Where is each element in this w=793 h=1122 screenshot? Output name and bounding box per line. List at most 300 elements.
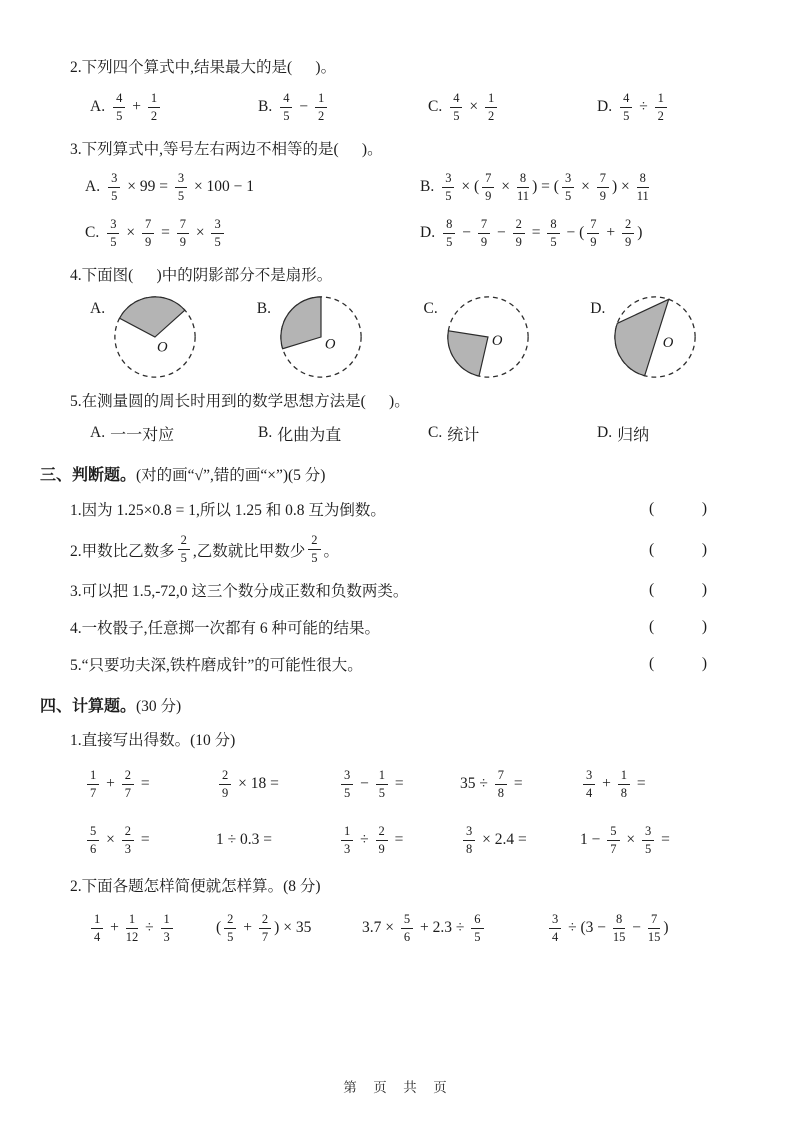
fraction-denominator: 5 (180, 551, 187, 566)
fraction-denominator: 5 (214, 234, 221, 249)
answer-blank (649, 581, 707, 599)
fraction-denominator: 5 (344, 785, 351, 800)
fraction-numerator: 5 (607, 824, 619, 841)
fraction-numerator: 3 (211, 217, 223, 234)
option-label: A. (90, 98, 106, 116)
fraction-denominator: 9 (590, 234, 597, 249)
fraction-numerator: 6 (471, 912, 483, 929)
fraction-denominator: 6 (403, 929, 411, 944)
fraction-numerator: 2 (622, 217, 634, 234)
math-text: × 2.4 = (478, 831, 527, 849)
blank-open-paren: ( (649, 540, 655, 558)
fraction-denominator: 5 (564, 188, 572, 203)
math-text: = (633, 775, 646, 793)
calc-expression (546, 904, 757, 952)
center-label: O (491, 332, 503, 349)
math-text: ÷ (356, 831, 373, 849)
fraction (471, 912, 483, 945)
fraction-denominator: 5 (283, 108, 290, 123)
diagram-label: C. (423, 300, 438, 318)
judgement-item (70, 533, 757, 566)
option-label: D. (420, 224, 436, 242)
page-footer-text: 第 页 共 页 (343, 1080, 450, 1095)
fraction-numerator: 4 (113, 91, 125, 108)
math-text: + (106, 919, 123, 937)
option-expression (104, 217, 227, 250)
fraction-denominator: 8 (497, 785, 505, 800)
math-text: ÷ (635, 98, 652, 116)
section-judgement-header (40, 462, 757, 485)
option-expression (277, 91, 330, 124)
fraction (443, 217, 455, 250)
fraction-numerator: 1 (148, 91, 160, 108)
math-text: 。 (323, 542, 340, 560)
fraction-denominator: 3 (344, 841, 351, 856)
calc-expression (460, 762, 580, 806)
circle-figure (276, 292, 366, 382)
option-text: 归纳 (617, 426, 650, 444)
calc-expression (338, 762, 460, 806)
question-3 (40, 138, 757, 256)
fraction-numerator: 8 (547, 217, 559, 234)
fraction-numerator: 3 (341, 768, 353, 785)
fraction-denominator: 4 (586, 785, 593, 800)
section-calculation-header (40, 693, 757, 716)
fraction-denominator: 2 (657, 108, 664, 123)
math-text: 5.“只要功夫深,铁杵磨成针”的可能性很大。 (70, 657, 363, 675)
fraction-numerator: 4 (280, 91, 292, 108)
shaded-region (281, 297, 321, 349)
calc-expression (580, 762, 757, 806)
question-3-options (85, 164, 757, 256)
fraction-numerator: 3 (175, 171, 187, 188)
fraction (620, 91, 632, 124)
fraction (341, 768, 353, 801)
fraction (648, 912, 661, 945)
fraction (547, 217, 559, 250)
math-text: × (102, 831, 119, 849)
fraction-numerator: 3 (463, 824, 475, 841)
option-label: B. (258, 98, 273, 116)
math-text: = (137, 775, 150, 793)
fraction-denominator: 5 (550, 234, 557, 249)
answer-blank (649, 655, 707, 673)
fraction (376, 768, 388, 801)
fraction-denominator: 4 (552, 929, 559, 944)
judgement-text (70, 533, 649, 566)
math-text: + (602, 224, 619, 242)
fraction (224, 912, 236, 945)
fraction-numerator: 3 (108, 171, 120, 188)
fraction (478, 217, 490, 250)
q4-diagrams (90, 292, 757, 382)
math-text: ) × 35 (274, 919, 312, 937)
fraction-denominator: 2 (317, 108, 325, 123)
calc-expression (84, 818, 216, 862)
shaded-region (448, 331, 488, 376)
fraction-numerator: 3 (107, 217, 119, 234)
math-text: 1 ÷ 0.3 = (216, 831, 272, 849)
math-text: ,乙数就比甲数少 (192, 542, 306, 560)
fraction-numerator: 2 (376, 824, 388, 841)
option-label: B. (420, 178, 435, 196)
option-text: 一一对应 (110, 426, 175, 444)
shaded-region (120, 297, 185, 337)
calc-expression (460, 818, 580, 862)
diagram-label: A. (90, 300, 106, 318)
option-label: C. (428, 424, 443, 442)
fraction-denominator: 9 (599, 188, 606, 203)
blank-close-paren: ) (701, 618, 707, 636)
fraction (463, 824, 475, 857)
math-text: + 2.3 ÷ (416, 919, 469, 937)
fraction-denominator: 3 (124, 841, 131, 856)
option-expression (447, 91, 500, 124)
fraction (485, 91, 497, 124)
question-4 (40, 264, 757, 382)
fraction-numerator: 1 (87, 768, 99, 785)
blank-close-paren: ) (701, 540, 707, 558)
fraction (148, 91, 160, 124)
fraction-numerator: 4 (620, 91, 632, 108)
simplify-row (88, 904, 757, 952)
fraction-denominator: 5 (227, 929, 234, 944)
fraction-denominator: 11 (516, 188, 530, 203)
math-text: ) × (611, 178, 634, 196)
fraction (161, 912, 173, 945)
fraction-denominator: 5 (378, 785, 385, 800)
math-text: + (128, 98, 145, 116)
fraction-numerator: 3 (583, 768, 595, 785)
fraction-denominator: 2 (150, 108, 158, 123)
math-text: 35 ÷ (460, 775, 492, 793)
section-note: (对的画“√”,错的画“×”)(5 分) (136, 467, 326, 485)
math-text: = (391, 775, 404, 793)
shaded-region (615, 299, 669, 375)
fraction (211, 217, 223, 250)
math-text: × (191, 224, 209, 242)
fraction (622, 217, 634, 250)
choice-option (85, 164, 420, 210)
math-text: + (239, 919, 256, 937)
fraction-denominator: 15 (647, 929, 661, 944)
fraction-numerator: 8 (517, 171, 529, 188)
fraction-numerator: 8 (443, 217, 455, 234)
fraction (122, 824, 134, 857)
fraction-numerator: 1 (161, 912, 173, 929)
blank-open-paren: ( (649, 581, 655, 599)
fraction-denominator: 3 (163, 929, 170, 944)
math-text: − (458, 224, 475, 242)
fraction (613, 912, 626, 945)
fraction-denominator: 9 (485, 188, 492, 203)
question-2 (40, 56, 757, 128)
math-text: × (622, 831, 639, 849)
option-label: B. (258, 424, 273, 442)
math-text: ) (637, 224, 643, 242)
fraction-denominator: 8 (620, 785, 627, 800)
sector-diagram (590, 292, 757, 382)
simplify-title: 2.下面各题怎样简便就怎样算。(8 分) (70, 878, 321, 896)
math-text: = (657, 831, 670, 849)
math-text: − (295, 98, 312, 116)
blank-open-paren: ( (649, 655, 655, 673)
fraction (315, 91, 327, 124)
option-label: D. (597, 98, 613, 116)
math-text: × 18 = (234, 775, 279, 793)
fraction-numerator: 1 (126, 912, 138, 929)
fraction (517, 171, 529, 204)
fraction-denominator: 6 (90, 841, 97, 856)
question-2-options (90, 86, 757, 128)
sector-diagram (257, 292, 424, 382)
fraction-denominator: 5 (446, 234, 453, 249)
fraction-denominator: 9 (515, 234, 522, 249)
fraction-numerator: 4 (450, 91, 462, 108)
fraction-denominator: 7 (261, 929, 269, 944)
math-text: 1 − (580, 831, 605, 849)
fraction (618, 768, 630, 801)
math-text: 4.一枚骰子,任意掷一次都有 6 种可能的结果。 (70, 620, 381, 638)
fraction-numerator: 5 (401, 912, 413, 929)
fraction (401, 912, 413, 945)
fraction (108, 171, 120, 204)
fraction-denominator: 5 (453, 108, 460, 123)
choice-option (597, 86, 757, 128)
mental-math-row-1 (84, 762, 757, 806)
math-text: 3.可以把 1.5,-72,0 这三个数分成正数和负数两类。 (70, 583, 409, 601)
calc-expression (362, 904, 546, 952)
answer-blank (649, 618, 707, 636)
calc-expression (580, 818, 757, 862)
choice-option (420, 210, 757, 256)
calc-expression (88, 904, 216, 952)
fraction-numerator: 7 (597, 171, 609, 188)
fraction-numerator: 3 (549, 912, 561, 929)
choice-option (90, 420, 258, 446)
fraction-denominator: 11 (636, 188, 649, 203)
math-text: = (157, 224, 174, 242)
fraction-denominator: 5 (110, 234, 117, 249)
fraction (219, 768, 231, 801)
circle-figure (443, 292, 533, 382)
fraction (637, 171, 649, 204)
choice-option (420, 164, 757, 210)
question-5-options (90, 420, 757, 446)
fraction-numerator: 5 (87, 824, 99, 841)
circle-figure (110, 292, 200, 382)
sector-diagram (424, 292, 591, 382)
fraction (175, 171, 187, 204)
fraction-numerator: 2 (308, 533, 320, 550)
fraction-denominator: 4 (94, 929, 101, 944)
math-text: ( (216, 919, 222, 937)
fraction-numerator: 8 (637, 171, 649, 188)
choice-option (258, 420, 428, 446)
fraction-denominator: 12 (125, 929, 139, 944)
calc-expression (338, 818, 460, 862)
fraction-numerator: 1 (341, 824, 353, 841)
fraction-numerator: 3 (562, 171, 574, 188)
fraction-denominator: 5 (311, 551, 318, 566)
math-text: × ( (457, 178, 480, 196)
fraction (341, 824, 353, 857)
fraction-numerator: 1 (485, 91, 497, 108)
question-3-stem: 3.下列算式中,等号左右两边不相等的是( )。 (70, 141, 383, 159)
math-text: = (390, 831, 404, 849)
fraction (177, 217, 189, 250)
fraction (450, 91, 462, 124)
option-label: C. (428, 98, 443, 116)
fraction-numerator: 7 (478, 217, 490, 234)
fraction-numerator: 7 (648, 912, 660, 929)
fraction-numerator: 7 (587, 217, 599, 234)
fraction-numerator: 7 (177, 217, 189, 234)
fraction-denominator: 9 (480, 234, 488, 249)
option-label: C. (85, 224, 100, 242)
fraction (495, 768, 507, 801)
math-text: ÷ (141, 919, 158, 937)
fraction-denominator: 9 (179, 234, 186, 249)
fraction-numerator: 7 (495, 768, 507, 785)
question-4-stem: 4.下面图( )中的阴影部分不是扇形。 (70, 267, 333, 285)
diagram-label: D. (590, 300, 606, 318)
fraction-denominator: 9 (222, 785, 229, 800)
math-text: × (497, 178, 514, 196)
math-text: − ( (562, 224, 585, 242)
choice-option (258, 86, 428, 128)
option-expression (105, 171, 254, 204)
math-text: × (465, 98, 482, 116)
fraction-denominator: 5 (177, 188, 185, 203)
option-label: A. (85, 178, 101, 196)
judgement-text (70, 579, 649, 601)
math-text: ÷ (3 − (564, 919, 610, 937)
page-footer (0, 1076, 793, 1096)
option-expression (440, 217, 642, 250)
judgement-item (70, 651, 757, 677)
calc-expression (216, 762, 338, 806)
fraction (583, 768, 595, 801)
center-label: O (157, 339, 168, 356)
fraction-denominator: 9 (378, 841, 385, 856)
fraction-numerator: 3 (442, 171, 454, 188)
fraction-numerator: 1 (315, 91, 327, 108)
section-title: 四、计算题。 (40, 698, 137, 716)
fraction-denominator: 7 (90, 785, 97, 800)
judgement-item (70, 614, 757, 640)
option-label: D. (597, 424, 613, 442)
fraction (587, 217, 599, 250)
blank-close-paren: ) (701, 500, 707, 518)
fraction (178, 533, 190, 566)
fraction-denominator: 7 (124, 785, 131, 800)
section-score: (30 分) (136, 698, 182, 716)
fraction-numerator: 1 (376, 768, 388, 785)
fraction (562, 171, 574, 204)
math-text: ) = ( (532, 178, 559, 196)
fraction-numerator: 1 (91, 912, 103, 929)
judgement-item (70, 496, 757, 522)
fraction-numerator: 7 (482, 171, 494, 188)
option-text: 统计 (447, 426, 480, 444)
calc-expression (216, 818, 338, 862)
fraction-numerator: 2 (122, 824, 134, 841)
fraction-denominator: 8 (466, 841, 473, 856)
fraction-denominator: 5 (445, 188, 452, 203)
fraction (513, 217, 525, 250)
judgement-text (70, 616, 649, 638)
fraction-denominator: 9 (624, 234, 632, 249)
math-text: − (493, 224, 510, 242)
fraction (308, 533, 320, 566)
fraction-denominator: 7 (610, 841, 617, 856)
math-text: ) (663, 919, 669, 937)
fraction (113, 91, 125, 124)
fraction-numerator: 2 (259, 912, 271, 929)
fraction (126, 912, 139, 945)
mental-math-title: 1.直接写出得数。(10 分) (70, 732, 236, 750)
fraction (259, 912, 271, 945)
question-2-stem: 2.下列四个算式中,结果最大的是( )。 (70, 59, 337, 76)
fraction (597, 171, 609, 204)
fraction-numerator: 2 (122, 768, 134, 785)
choice-option (428, 86, 597, 128)
option-text: 化曲为直 (277, 426, 342, 444)
math-text: × (122, 224, 139, 242)
fraction-denominator: 2 (487, 108, 495, 123)
fraction-numerator: 8 (613, 912, 625, 929)
choice-option (428, 420, 597, 446)
choice-option (90, 86, 258, 128)
math-text: = (510, 775, 523, 793)
fraction (87, 768, 99, 801)
math-text: 3.7 × (362, 919, 398, 937)
math-text: − (356, 775, 373, 793)
fraction (107, 217, 119, 250)
fraction (87, 824, 99, 857)
choice-option (597, 420, 757, 446)
fraction-denominator: 5 (474, 929, 481, 944)
judgement-item (70, 577, 757, 603)
option-expression (617, 91, 670, 124)
blank-close-paren: ) (701, 581, 707, 599)
fraction-numerator: 1 (618, 768, 630, 785)
math-text: 2.甲数比乙数多 (70, 542, 175, 560)
option-label: A. (90, 424, 106, 442)
blank-open-paren: ( (649, 500, 655, 518)
answer-blank (649, 541, 707, 559)
fraction-numerator: 1 (655, 91, 667, 108)
fraction (376, 824, 388, 857)
question-5-stem: 5.在测量圆的周长时用到的数学思想方法是( )。 (70, 393, 410, 411)
fraction-denominator: 5 (645, 841, 652, 856)
math-text: + (102, 775, 119, 793)
fraction (549, 912, 561, 945)
math-text: + (598, 775, 615, 793)
center-label: O (663, 334, 674, 351)
calc-expression (216, 904, 362, 952)
section-judgement (40, 462, 757, 677)
fraction-denominator: 5 (111, 188, 118, 203)
fraction (607, 824, 619, 857)
fraction-numerator: 3 (642, 824, 654, 841)
judgement-text (70, 653, 649, 675)
math-text: 1.因为 1.25×0.8 = 1,所以 1.25 和 0.8 互为倒数。 (70, 502, 386, 520)
fraction-denominator: 9 (144, 234, 152, 249)
sector-diagram (90, 292, 257, 382)
section-title: 三、判断题。 (40, 467, 137, 485)
